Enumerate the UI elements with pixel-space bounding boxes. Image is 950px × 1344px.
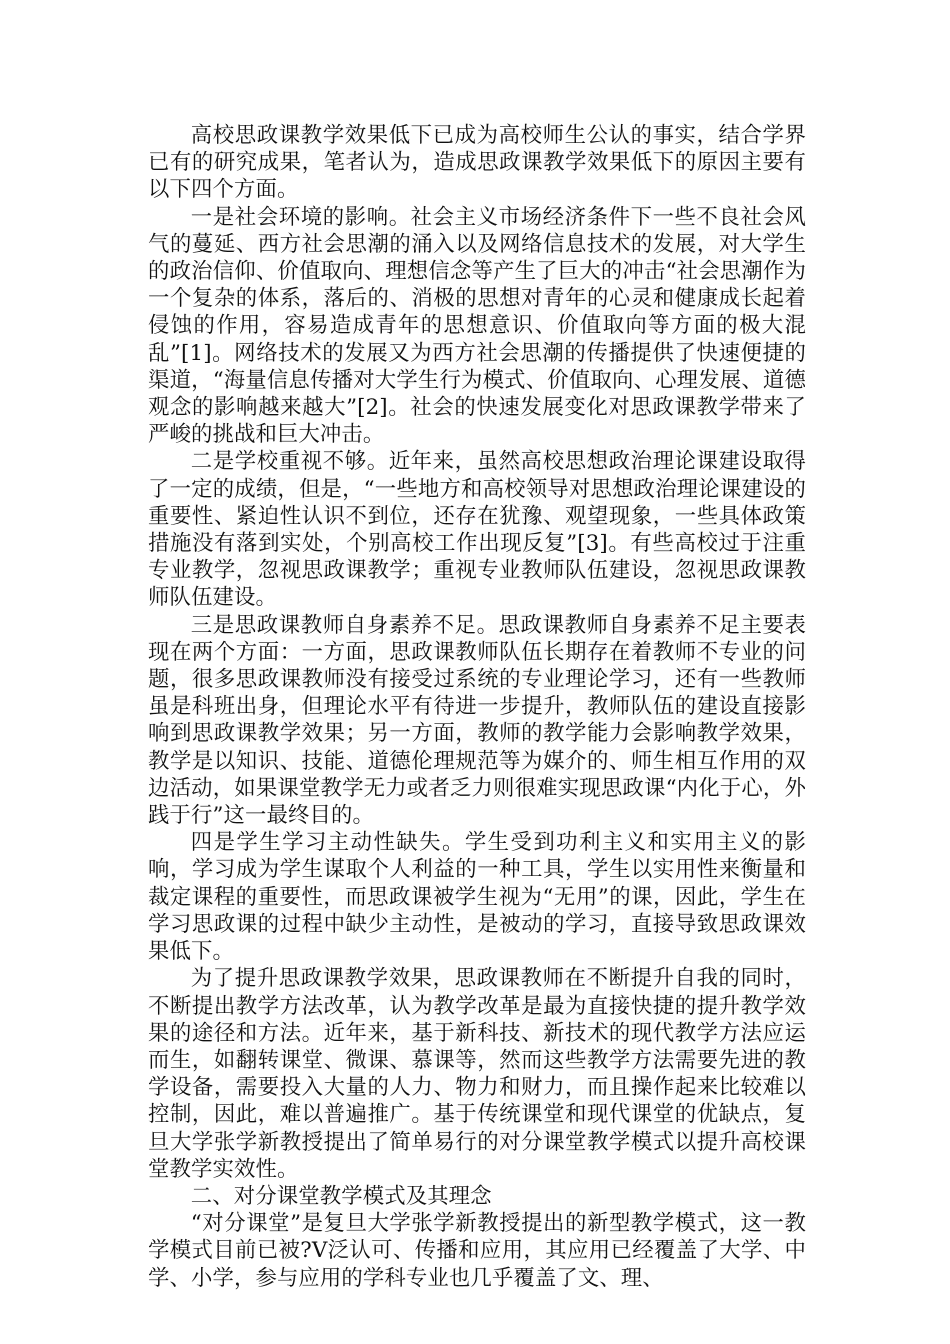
paragraph-student-initiative: 四是学生学习主动性缺失。学生受到功利主义和实用主义的影响，学习成为学生谋取个人利益的一种工具，学生以实用性来衡量和裁定课程的重要性，而思政课被学生视为“无用”的课，因此，学生在学习思政课的过程中缺少主动性，是被动的学习，直接导致思政课效果低下。 bbox=[148, 830, 806, 965]
document-body bbox=[148, 122, 806, 1292]
paragraph-split-classroom: “对分课堂”是复旦大学张学新教授提出的新型教学模式，这一教学模式目前已被?V泛认可、传播和应用，其应用已经覆盖了大学、中学、小学，参与应用的学科专业也几乎覆盖了文、理、 bbox=[148, 1211, 806, 1291]
paragraph-school-attention: 二是学校重视不够。近年来，虽然高校思想政治理论课建设取得了一定的成绩，但是，“一些地方和高校领导对思想政治理论课建设的重要性、紧迫性认识不到位，还存在犹豫、观望现象，一些具体政策措施没有落到实处，个别高校工作出现反复”[3]。有些高校过于注重专业教学，忽视思政课教学；重视专业教师队伍建设，忽视思政课教师队伍建设。 bbox=[148, 449, 806, 611]
paragraph-social-environment: 一是社会环境的影响。社会主义市场经济条件下一些不良社会风气的蔓延、西方社会思潮的涌入以及网络信息技术的发展，对大学生的政治信仰、价值取向、理想信念等产生了巨大的冲击“社会思潮作为一个复杂的体系，落后的、消极的思想对青年的心灵和健康成长起着侵蚀的作用，容易造成青年的思想意识、价值取向等方面的极大混乱”[1]。网络技术的发展又为西方社会思潮的传播提供了快速便捷的渠道，“海量信息传播对大学生行为模式、价值取向、心理发展、道德观念的影响越来越大”[2]。社会的快速发展变化对思政课教学带来了严峻的挑战和巨大冲击。 bbox=[148, 204, 806, 448]
paragraph-teacher-quality: 三是思政课教师自身素养不足。思政课教师自身素养不足主要表现在两个方面：一方面，思政课教师队伍长期存在着教师不专业的问题，很多思政课教师没有接受过系统的专业理论学习，还有一些教师虽是科班出身，但理论水平有待进一步提升，教师队伍的建设直接影响到思政课教学效果；另一方面，教师的教学能力会影响教学效果，教学是以知识、技能、道德伦理规范等为媒介的、师生相互作用的双边活动，如果课堂教学无力或者乏力则很难实现思政课“内化于心，外践于行”这一最终目的。 bbox=[148, 612, 806, 829]
paragraph-intro: 高校思政课教学效果低下已成为高校师生公认的事实，结合学界已有的研究成果，笔者认为，造成思政课教学效果低下的原因主要有以下四个方面。 bbox=[148, 123, 806, 203]
section-heading: 二、对分课堂教学模式及其理念 bbox=[190, 1183, 492, 1209]
paragraph-teaching-reform: 为了提升思政课教学效果，思政课教师在不断提升自我的同时，不断提出教学方法改革，认为教学改革是最为直接快捷的提升教学效果的途径和方法。近年来，基于新科技、新技术的现代教学方法应运而生，如翻转课堂、微课、慕课等，然而这些教学方法需要先进的教学设备，需要投入大量的人力、物力和财力，而且操作起来比较难以控制，因此，难以普遍推广。基于传统课堂和现代课堂的优缺点，复旦大学张学新教授提出了简单易行的对分课堂教学模式以提升高校课堂教学实效性。 bbox=[148, 966, 806, 1182]
